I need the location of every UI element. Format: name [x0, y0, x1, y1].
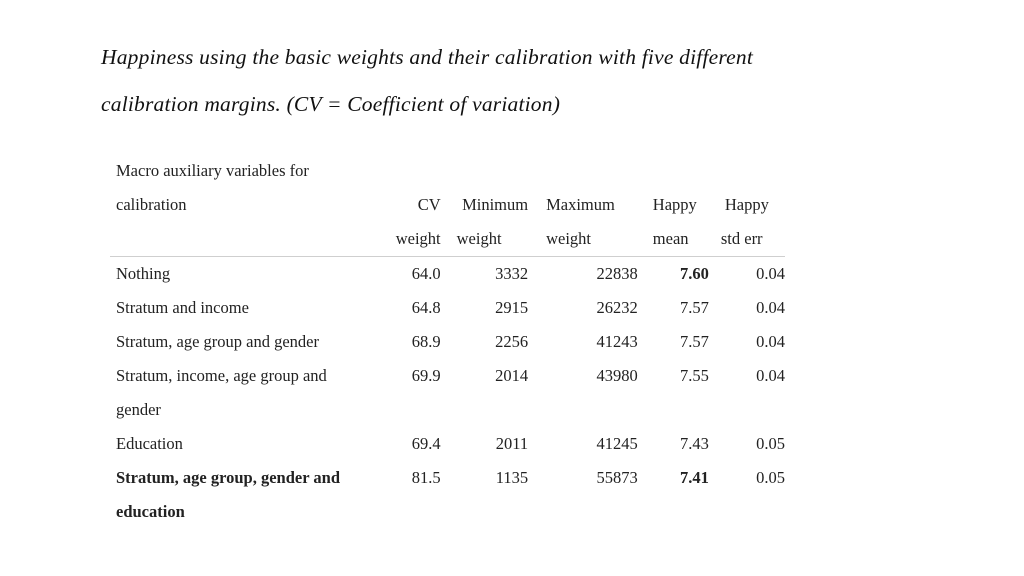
cell-mean: 7.55 [679, 366, 709, 385]
cell-cv: 81.5 [411, 468, 441, 487]
cell-std: 0.04 [756, 298, 785, 317]
cell-mean: 7.43 [679, 434, 709, 453]
cell-std: 0.05 [756, 468, 785, 487]
table-row [110, 325, 785, 359]
table-caption [101, 34, 901, 128]
cell-max: 41243 [596, 332, 638, 351]
row-label-continued: gender [116, 400, 161, 419]
header-row-1 [110, 154, 785, 188]
table-row [110, 461, 785, 495]
cell-min: 1135 [495, 468, 529, 487]
row-label: Stratum and income [116, 298, 249, 317]
caption-line-2: calibration margins. (CV = Coefficient of variation) [101, 92, 561, 116]
row-label: Stratum, age group and gender [116, 332, 319, 351]
cell-min: 2014 [495, 366, 529, 385]
cell-std: 0.04 [756, 332, 785, 351]
cell-std: 0.04 [756, 264, 785, 283]
header-minimum-sub: weight [441, 222, 528, 257]
header-minimum: Minimum [462, 195, 529, 214]
header-happy-mean-sub: mean [638, 222, 709, 257]
cell-min: 2915 [495, 298, 529, 317]
header-cv-sub: weight [379, 222, 441, 257]
cell-cv: 69.4 [411, 434, 441, 453]
header-variables-line1: Macro auxiliary variables for [116, 161, 309, 180]
cell-mean: 7.41 [679, 468, 709, 487]
row-label: Stratum, income, age group and [116, 366, 327, 385]
header-row-3 [110, 222, 785, 257]
header-maximum: Maximum [546, 195, 615, 214]
cell-cv: 64.0 [411, 264, 441, 283]
header-happy-mean: Happy [652, 195, 697, 214]
cell-mean: 7.60 [679, 264, 709, 283]
row-label: Nothing [116, 264, 171, 283]
happiness-calibration-table [110, 154, 785, 529]
row-label: Education [116, 434, 183, 453]
cell-max: 22838 [596, 264, 638, 283]
cell-std: 0.04 [756, 366, 785, 385]
cell-cv: 64.8 [411, 298, 441, 317]
row-label-continued: education [116, 502, 185, 521]
cell-std: 0.05 [756, 434, 785, 453]
cell-mean: 7.57 [679, 298, 709, 317]
cell-max: 43980 [596, 366, 638, 385]
cell-min: 2011 [495, 434, 529, 453]
header-maximum-sub: weight [528, 222, 638, 257]
row-label: Stratum, age group, gender and [116, 468, 340, 487]
table-row [110, 427, 785, 461]
cell-max: 41245 [596, 434, 638, 453]
table-row [110, 359, 785, 393]
cell-mean: 7.57 [679, 332, 709, 351]
cell-min: 2256 [495, 332, 529, 351]
header-cv: CV [417, 195, 441, 214]
table-row [110, 257, 785, 292]
table-row-continued [110, 495, 785, 529]
header-variables-line2: calibration [116, 195, 187, 214]
caption-line-1: Happiness using the basic weights and their calibration with five different [101, 45, 753, 69]
cell-max: 26232 [596, 298, 638, 317]
header-happy-std: Happy [724, 195, 769, 214]
table-row-continued [110, 393, 785, 427]
header-happy-std-sub: std err [709, 222, 785, 257]
header-row-2 [110, 188, 785, 222]
cell-cv: 69.9 [411, 366, 441, 385]
table-row [110, 291, 785, 325]
cell-cv: 68.9 [411, 332, 441, 351]
cell-max: 55873 [596, 468, 638, 487]
cell-min: 3332 [495, 264, 529, 283]
